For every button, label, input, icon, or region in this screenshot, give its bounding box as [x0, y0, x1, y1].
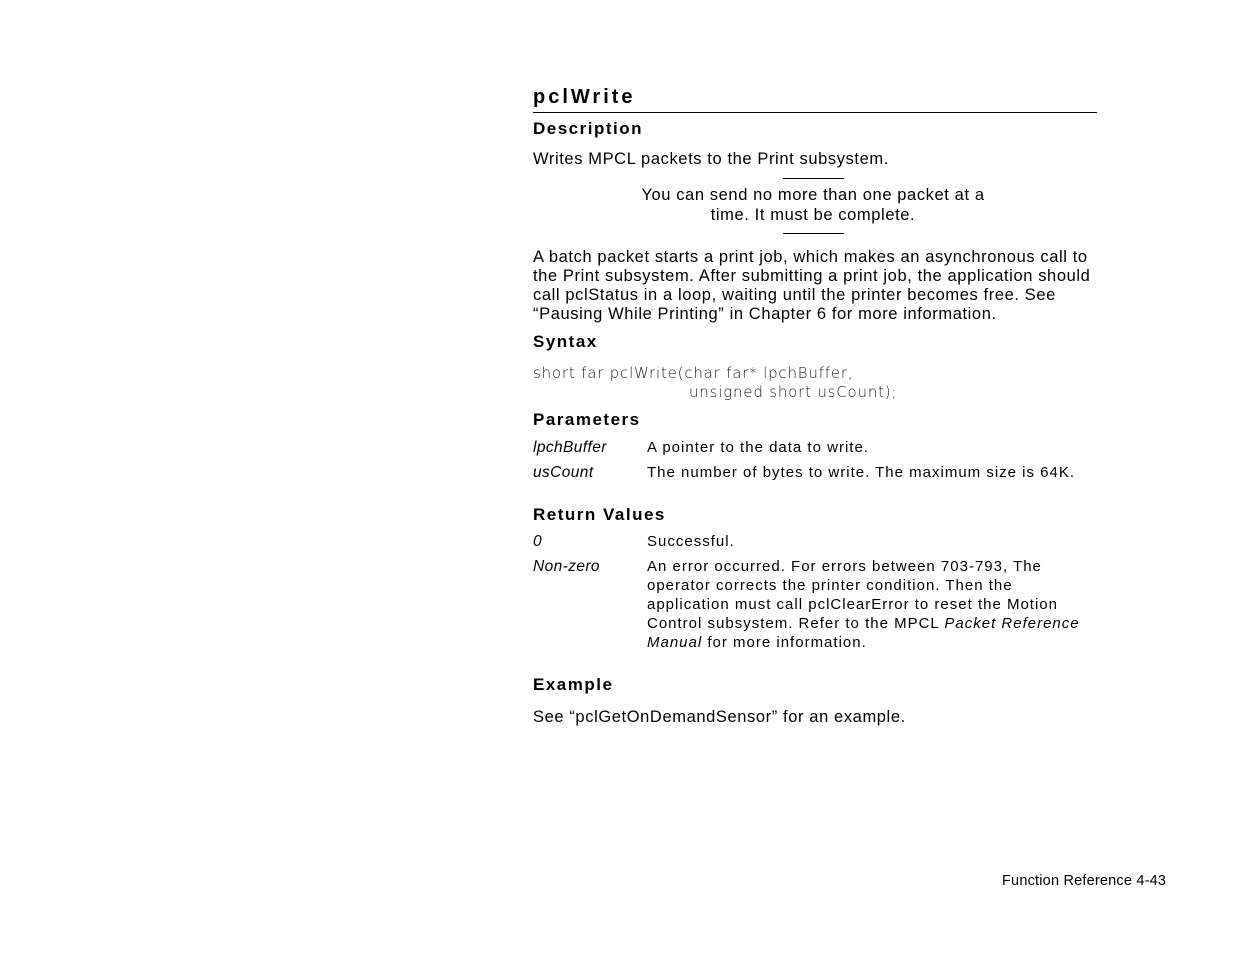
parameters-heading: Parameters — [533, 410, 641, 429]
return-row — [533, 532, 1097, 551]
parameters-list — [533, 438, 1097, 482]
return-name: 0 — [533, 533, 543, 550]
function-title: pclWrite — [533, 86, 1097, 113]
note-line-2: time. It must be complete. — [710, 206, 916, 224]
param-row — [533, 438, 1097, 457]
description-summary: Writes MPCL packets to the Print subsystem. — [533, 150, 889, 168]
return-desc-text: An error occurred. For errors between 703-793, The operator corrects the printer condition. Then the application must call pclClearError to reset the Motion Control subsystem. Refer to the MPCL — [647, 558, 1058, 632]
example-text: See “pclGetOnDemandSensor” for an example. — [533, 708, 906, 726]
note-bottom-rule — [783, 233, 844, 234]
param-row — [533, 463, 1097, 482]
param-desc: A pointer to the data to write. — [647, 439, 869, 456]
param-desc: The number of bytes to write. The maximum size is 64K. — [647, 464, 1076, 481]
param-name: lpchBuffer — [533, 439, 607, 456]
syntax-heading: Syntax — [533, 332, 598, 351]
syntax-line-2: unsigned short usCount); — [689, 383, 898, 401]
note-block — [533, 178, 1097, 234]
example-heading: Example — [533, 675, 614, 694]
description-heading: Description — [533, 119, 644, 138]
return-name: Non-zero — [533, 558, 600, 575]
param-name: usCount — [533, 464, 594, 481]
page-footer: Function Reference 4-43 — [1002, 873, 1167, 889]
return-desc: Successful. — [647, 533, 735, 550]
return-values-heading: Return Values — [533, 505, 666, 524]
return-desc-tail: for more information. — [702, 634, 867, 651]
description-paragraph: A batch packet starts a print job, which makes an asynchronous call to the Print subsystem. After submitting a print job, the application should call pclStatus in a loop, waiting until the printer becomes free. See “Pausing While Printing” in Chapter 6 for more information. — [533, 248, 1091, 323]
note-line-1: You can send no more than one packet at a — [641, 186, 985, 204]
syntax-code — [533, 364, 1097, 402]
return-values-list — [533, 532, 1097, 652]
return-row — [533, 557, 1097, 652]
syntax-line-1: short far pclWrite(char far* lpchBuffer, — [533, 364, 854, 382]
page-content — [533, 86, 1097, 727]
return-desc — [647, 557, 1087, 652]
note-top-rule — [783, 178, 844, 179]
manual-title: Packet Reference Manual — [647, 615, 1080, 651]
